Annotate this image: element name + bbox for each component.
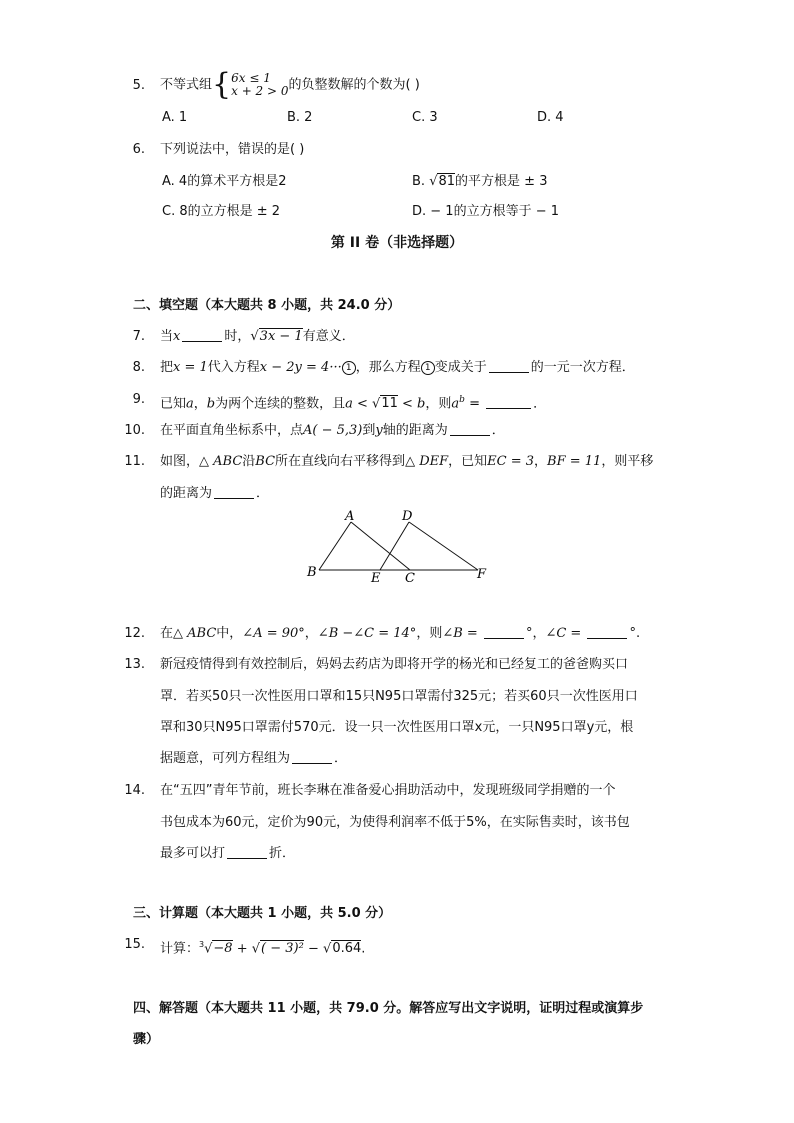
section-heading-line-2: 骤）: [133, 1032, 160, 1047]
inequality-2: x + 2 > 0: [231, 84, 289, 98]
answer-blank[interactable]: [214, 484, 254, 499]
question-stem: 下列说法中，错误的是( ): [160, 142, 305, 157]
answer-blank[interactable]: [587, 624, 627, 639]
option-d[interactable]: D. − 1的立方根等于 − 1: [412, 204, 559, 219]
side-ac: [351, 522, 410, 570]
question-number: 10.: [124, 423, 145, 438]
side-df: [409, 522, 478, 570]
circled-one-symbol: 1: [421, 361, 435, 375]
section-heading: 四、解答题（本大题共 11 小题，共 79.0 分。解答应写出文字说明，证明过程或演算步: [133, 1001, 644, 1016]
sqrt-expression: 0.64: [332, 941, 362, 957]
label-e: E: [371, 571, 381, 586]
answer-blank[interactable]: [489, 358, 529, 373]
circled-one-symbol: 1: [342, 361, 356, 375]
option-c[interactable]: C. 8的立方根是 ± 2: [162, 204, 281, 219]
inequality-system: [231, 72, 288, 98]
question-14-line-3: 最多可以打 折．: [160, 846, 296, 861]
side-de: [380, 522, 409, 570]
brace-symbol: {: [212, 67, 232, 102]
question-13-line-4: 据题意，可列方程组为 ．: [160, 751, 348, 766]
side-ab: [319, 522, 351, 570]
question-number: 8.: [132, 360, 145, 375]
question-stem: 不等式组: [160, 77, 213, 93]
answer-blank[interactable]: [484, 624, 524, 639]
question-number: 12.: [124, 626, 145, 641]
sqrt-expression: ( − 3)²: [261, 941, 304, 957]
label-b: B: [307, 565, 317, 580]
sqrt-81: 81: [438, 174, 456, 189]
answer-blank[interactable]: [182, 327, 222, 342]
cube-root-expression: −8: [213, 941, 233, 957]
label-f: F: [477, 567, 487, 582]
cube-root-index: 3: [199, 940, 205, 949]
option-c[interactable]: C. 3: [412, 110, 438, 125]
sqrt-expression: 3x − 1: [259, 329, 303, 344]
option-a[interactable]: A. 1: [162, 110, 188, 125]
question-number: 14.: [124, 783, 145, 798]
option-d[interactable]: D. 4: [537, 110, 564, 125]
label-c: C: [405, 571, 415, 586]
answer-blank[interactable]: [227, 844, 267, 859]
option-b[interactable]: B. √81的平方根是 ± 3: [412, 174, 548, 189]
label-a: A: [345, 509, 355, 524]
label-d: D: [402, 509, 413, 524]
option-a[interactable]: A. 4的算术平方根是2: [162, 174, 287, 189]
question-number: 9.: [132, 392, 145, 407]
question-number: 13.: [124, 657, 145, 672]
answer-blank[interactable]: [450, 421, 490, 436]
option-b[interactable]: B. 2: [287, 110, 313, 125]
question-stem-end: 的负整数解的个数为( ): [288, 77, 420, 93]
answer-blank[interactable]: [292, 749, 332, 764]
question-number: 5.: [132, 78, 145, 93]
exam-page: 5. 不等式组{6x ≤ 1 x + 2 > 0的负整数解的个数为( ) A. 1 B. 2 C. 3 D. 4 6. 下列说法中，错误的是( ) A. 4的算术平方根是2 B. √81的平方根是 ± 3 C. 8的立方根是 ± 2 D. − 1的立方根等于 − 1 第 II 卷（非选择题） 二、填空题（本大题共 8 小题，共 24.0 分） 7. 当x 时，√3x − 1有意义． 8. 把x = 1代入方程x − 2y = 4··· 1 ，那么方程 1 变成关于 的一元一次方程． 9. 已知a，b为两个连续的整数，且a < √11 < b，则$a^b$ = ． 10. 在平面直角坐标系中，点A( − 5,3)到y轴的距离为 ． 11. 如图，△ ABC沿BC所在直线向右平移得到△ DEF，已知EC = 3，BF = 11，则平移 的距离为 ． A D B E C F 12. 在△ ABC中，∠A = 90°，∠B −∠C = 14°，则∠B = °，∠C = °. 13. 新冠疫情得到有效控制后，妈妈去药店为即将开学的杨光和已经复工的爸爸购买口 罩．若买50只一次性医用口罩和15只N95口罩需付325元；若买60只一次性医用口 罩和30只N95口罩需付570元．设一只一次性医用口罩x元，一只N95口罩y元，根 据题意，可列方程组为 ． 14. 在“五四”青年节前，班长李琳在准备爱心捐助活动中，发现班级同学捐赠的一个 书包成本为60元，定价为90元，为使得利润率不低于5%，在实际售卖时，该书包 最多可以打 折． 三、计算题（本大题共 1 小题，共 5.0 分） 15. 计算：$^3$√−8 + √( − 3)² − √0.64. 四、解答题（本大题共 11 小题，共 79.0 分。解答应写出文字说明，证明过程或演算步 骤）: [0, 0, 794, 1123]
question-11-line-2: 的距离为 ．: [160, 486, 270, 501]
question-number: 7.: [132, 329, 145, 344]
question-number: 11.: [124, 454, 145, 469]
section-heading: 三、计算题（本大题共 1 小题，共 5.0 分）: [133, 906, 392, 921]
part-title: 第 II 卷（非选择题）: [330, 235, 464, 251]
inequality-1: 6x ≤ 1: [231, 71, 271, 85]
question-13-line-2: 罩．若买50只一次性医用口罩和15只N95口罩需付325元；若买60只一次性医用口: [160, 689, 638, 704]
triangle-translation-figure: [0, 508, 794, 588]
question-14-line-2: 书包成本为60元，定价为90元，为使得利润率不低于5%，在实际售卖时，该书包: [160, 815, 630, 830]
section-heading: 二、填空题（本大题共 8 小题，共 24.0 分）: [133, 298, 401, 313]
sqrt-11: 11: [381, 396, 398, 412]
answer-blank[interactable]: [486, 394, 531, 409]
question-13-line-3: 罩和30只N95口罩需付570元．设一只一次性医用口罩x元，一只N95口罩y元，根: [160, 720, 634, 735]
question-number: 15.: [124, 937, 145, 952]
question-number: 6.: [132, 142, 145, 157]
